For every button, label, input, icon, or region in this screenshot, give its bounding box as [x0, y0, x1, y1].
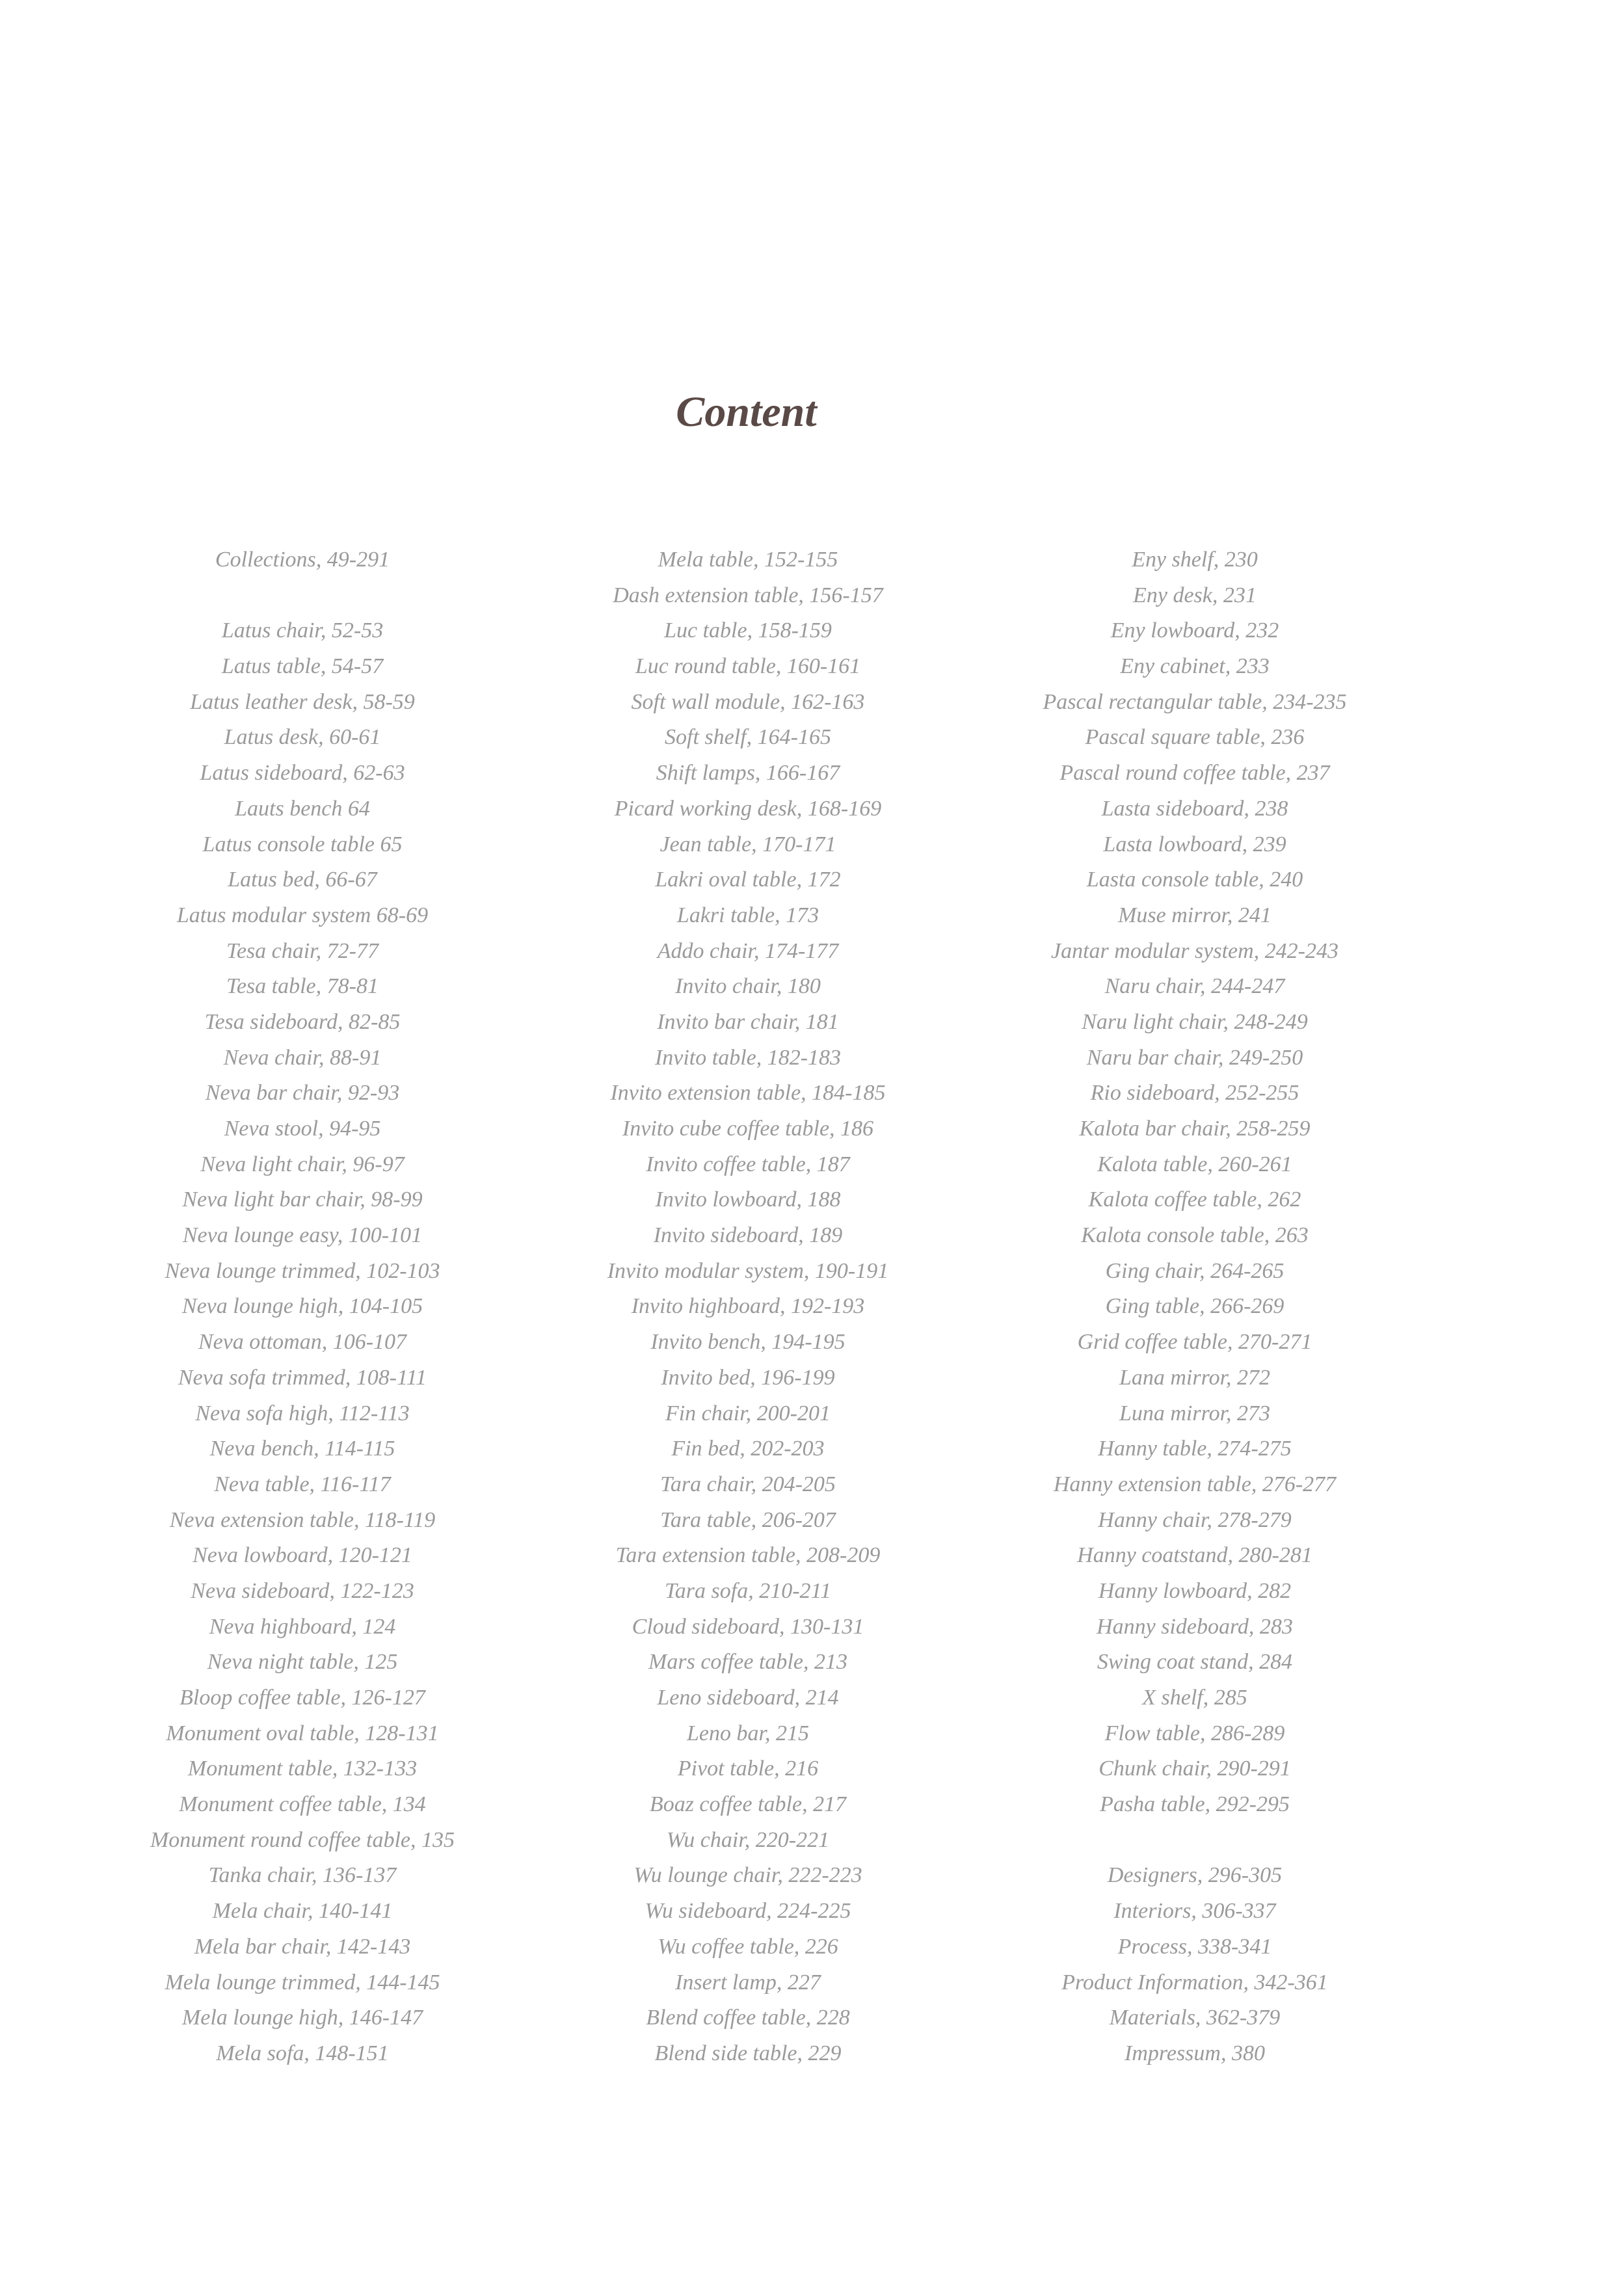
toc-entry: Lana mirror, 272 [1119, 1365, 1271, 1390]
toc-entry: Wu lounge chair, 222-223 [633, 1863, 862, 1888]
toc-entry: Grid coffee table, 270-271 [1077, 1330, 1312, 1355]
toc-entry: Neva sideboard, 122-123 [191, 1578, 414, 1603]
toc-entry: Neva lounge trimmed, 102-103 [165, 1258, 440, 1283]
toc-entry: Wu sideboard, 224-225 [645, 1899, 851, 1924]
toc-entry: Tesa chair, 72-77 [226, 938, 379, 963]
toc-entry: Invito chair, 180 [675, 974, 821, 999]
toc-entry: Picard working desk, 168-169 [614, 796, 882, 821]
toc-entry: Luc table, 158-159 [664, 618, 832, 643]
toc-entry: Invito lowboard, 188 [655, 1187, 841, 1212]
toc-entry: Hanny coatstand, 280-281 [1077, 1543, 1312, 1568]
toc-entry: Swing coat stand, 284 [1097, 1650, 1293, 1675]
page-title: Content [676, 388, 817, 436]
toc-entry: Latus modular system 68-69 [176, 903, 429, 927]
toc-entry: Tesa table, 78-81 [226, 974, 379, 999]
toc-entry: Rio sideboard, 252-255 [1090, 1081, 1299, 1106]
toc-entry: Dash extension table, 156-157 [613, 583, 883, 607]
toc-column-3 [948, 542, 1442, 2072]
toc-entry: Neva sofa high, 112-113 [195, 1401, 410, 1425]
toc-entry: Neva bench, 114-115 [209, 1437, 395, 1461]
toc-entry: Neva highboard, 124 [209, 1614, 396, 1639]
toc-entry: Tanka chair, 136-137 [208, 1863, 397, 1888]
toc-entry: Pascal square table, 236 [1085, 725, 1305, 750]
toc-entry: Pascal rectangular table, 234-235 [1043, 689, 1347, 714]
toc-entry: Mela lounge trimmed, 144-145 [165, 1970, 440, 1995]
toc-entry: Latus bed, 66-67 [228, 868, 377, 892]
toc-entry: Jantar modular system, 242-243 [1051, 938, 1338, 963]
toc-entry: Fin chair, 200-201 [665, 1401, 831, 1425]
toc-entry: Neva sofa trimmed, 108-111 [178, 1365, 427, 1390]
toc-entry: Mela bar chair, 142-143 [194, 1934, 411, 1959]
toc-entry: Fin bed, 202-203 [671, 1437, 825, 1461]
toc-entry: Mars coffee table, 213 [648, 1650, 847, 1675]
toc-entry: Naru bar chair, 249-250 [1086, 1045, 1303, 1070]
toc-entry: Latus sideboard, 62-63 [200, 761, 405, 786]
toc-entry: Invito modular system, 190-191 [607, 1258, 889, 1283]
toc-entry: Neva lowboard, 120-121 [193, 1543, 412, 1568]
toc-entry: Latus leather desk, 58-59 [190, 689, 415, 714]
toc-entry: Wu coffee table, 226 [658, 1934, 838, 1959]
toc-spacer [948, 1823, 1442, 1859]
toc-entry: Lauts bench 64 [235, 796, 370, 821]
toc-entry: Eny desk, 231 [1133, 583, 1257, 607]
toc-entry: Neva light chair, 96-97 [200, 1152, 405, 1176]
toc-entry: Product Information, 342-361 [1061, 1970, 1328, 1995]
toc-entry: Monument table, 132-133 [187, 1756, 418, 1781]
toc-entry: Invito extension table, 184-185 [610, 1081, 886, 1106]
toc-entry: Latus console table 65 [202, 832, 403, 856]
toc-entry: Invito coffee table, 187 [646, 1152, 850, 1176]
toc-entry: Lasta sideboard, 238 [1101, 796, 1288, 821]
toc-entry: Addo chair, 174-177 [657, 938, 839, 963]
toc-entry: Jean table, 170-171 [659, 832, 836, 856]
toc-entry: Blend side table, 229 [654, 2041, 842, 2065]
toc-entry: Monument oval table, 128-131 [166, 1721, 439, 1745]
toc-entry: Invito bar chair, 181 [657, 1009, 839, 1034]
toc-entry: Neva extension table, 118-119 [169, 1507, 436, 1532]
toc-entry: Pivot table, 216 [677, 1756, 819, 1781]
toc-entry: Luc round table, 160-161 [635, 654, 861, 679]
toc-entry: Hanny chair, 278-279 [1098, 1507, 1292, 1532]
toc-entry: Lakri oval table, 172 [655, 868, 841, 892]
toc-entry: Shift lamps, 166-167 [656, 761, 840, 786]
toc-entry: Neva light bar chair, 98-99 [182, 1187, 423, 1212]
toc-entry: Monument round coffee table, 135 [150, 1827, 455, 1852]
toc-entry: Tara chair, 204-205 [660, 1472, 836, 1496]
toc-entry: Ging chair, 264-265 [1105, 1258, 1285, 1283]
toc-entry: Neva stool, 94-95 [224, 1117, 381, 1141]
toc-spacer [55, 578, 550, 614]
toc-entry: Tara table, 206-207 [660, 1507, 836, 1532]
toc-entry: Invito sideboard, 189 [653, 1223, 843, 1248]
toc-entry: Muse mirror, 241 [1118, 903, 1271, 927]
toc-entry: Boaz coffee table, 217 [649, 1792, 847, 1817]
toc-entry: Invito bed, 196-199 [661, 1365, 835, 1390]
toc-entry: Lakri table, 173 [676, 903, 819, 927]
toc-entry: Bloop coffee table, 126-127 [180, 1686, 425, 1710]
toc-entry: Mela chair, 140-141 [212, 1899, 393, 1924]
toc-entry: Process, 338-341 [1117, 1934, 1272, 1959]
toc-entry: Hanny sideboard, 283 [1097, 1614, 1293, 1639]
toc-entry: Lasta console table, 240 [1086, 868, 1303, 892]
toc-entry: Kalota console table, 263 [1081, 1223, 1309, 1248]
toc-column-1 [55, 542, 550, 2072]
toc-entry: Latus desk, 60-61 [224, 725, 381, 750]
toc-entry: Eny cabinet, 233 [1120, 654, 1270, 679]
toc-entry: Naru chair, 244-247 [1104, 974, 1285, 999]
toc-entry: Pascal round coffee table, 237 [1059, 761, 1330, 786]
toc-entry: Leno sideboard, 214 [657, 1686, 839, 1710]
toc-entry: Eny lowboard, 232 [1110, 618, 1279, 643]
toc-entry: Mela lounge high, 146-147 [181, 2006, 423, 2030]
toc-entry: Neva table, 116-117 [214, 1472, 391, 1496]
toc-entry: Latus chair, 52-53 [221, 618, 384, 643]
toc-entry: Neva night table, 125 [207, 1650, 398, 1675]
toc-entry: Kalota coffee table, 262 [1088, 1187, 1301, 1212]
toc-entry: Insert lamp, 227 [675, 1970, 821, 1995]
toc-entry: Wu chair, 220-221 [666, 1827, 830, 1852]
toc-entry: Chunk chair, 290-291 [1098, 1756, 1291, 1781]
toc-entry: Tara sofa, 210-211 [665, 1578, 831, 1603]
toc-entry: Kalota table, 260-261 [1097, 1152, 1292, 1176]
toc-entry: Hanny extension table, 276-277 [1053, 1472, 1337, 1496]
toc-entry: Neva bar chair, 92-93 [205, 1081, 400, 1106]
toc-entry: Leno bar, 215 [687, 1721, 809, 1745]
toc-entry: Soft shelf, 164-165 [665, 725, 831, 750]
toc-entry: Neva lounge easy, 100-101 [182, 1223, 423, 1248]
toc-entry: Interiors, 306-337 [1113, 1899, 1276, 1924]
toc-entry: Neva chair, 88-91 [223, 1045, 382, 1070]
toc-entry: Naru light chair, 248-249 [1082, 1009, 1308, 1034]
toc-entry: Monument coffee table, 134 [179, 1792, 426, 1817]
toc-entry: Invito highboard, 192-193 [631, 1294, 865, 1319]
toc-entry: Luna mirror, 273 [1119, 1401, 1271, 1425]
toc-entry: Materials, 362-379 [1109, 2006, 1281, 2030]
toc-entry: Hanny lowboard, 282 [1098, 1578, 1292, 1603]
toc-entry: Kalota bar chair, 258-259 [1079, 1117, 1311, 1141]
toc-entry: Lasta lowboard, 239 [1103, 832, 1286, 856]
toc-entry: Tara extension table, 208-209 [615, 1543, 881, 1568]
toc-entry: Invito bench, 194-195 [650, 1330, 845, 1355]
toc-entry: Mela sofa, 148-151 [216, 2041, 389, 2065]
toc-entry: Soft wall module, 162-163 [631, 689, 865, 714]
toc-entry: Cloud sideboard, 130-131 [632, 1614, 864, 1639]
toc-entry: Neva ottoman, 106-107 [198, 1330, 407, 1355]
toc-column-2 [501, 542, 995, 2072]
toc-entry: X shelf, 285 [1142, 1686, 1247, 1710]
toc-entry: Tesa sideboard, 82-85 [204, 1009, 401, 1034]
toc-entry: Invito table, 182-183 [654, 1045, 842, 1070]
toc-entry: Neva lounge high, 104-105 [181, 1294, 423, 1319]
toc-entry: Hanny table, 274-275 [1098, 1437, 1292, 1461]
toc-entry: Pasha table, 292-295 [1100, 1792, 1290, 1817]
toc-entry: Mela table, 152-155 [658, 548, 838, 572]
toc-entry: Eny shelf, 230 [1132, 548, 1258, 572]
toc-entry: Impressum, 380 [1125, 2041, 1265, 2065]
toc-entry: Blend coffee table, 228 [646, 2006, 850, 2030]
toc-entry: Ging table, 266-269 [1105, 1294, 1285, 1319]
toc-entry: Collections, 49-291 [215, 548, 390, 572]
toc-entry: Latus table, 54-57 [221, 654, 384, 679]
toc-entry: Invito cube coffee table, 186 [622, 1117, 874, 1141]
toc-entry: Flow table, 286-289 [1104, 1721, 1285, 1745]
toc-entry: Designers, 296-305 [1107, 1863, 1283, 1888]
